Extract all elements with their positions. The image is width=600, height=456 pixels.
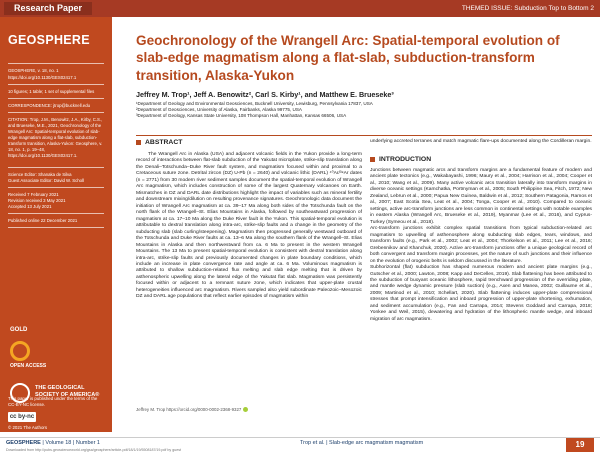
- affiliation: ³Department of Geology, Kansas State University, 108 Thompson Hall, Manhattan, Kansas 66506, USA: [136, 113, 347, 118]
- abstract-text: The Wrangell Arc in Alaska (USA) and adjacent volcanic fields in the Yukon provide a long-term record of interactions between flat-slab subduction of the Yakutat microplate, strike-slip translation along the Denali–Totschunda–Duke River fault system, and magmatism focused within and proximal to a Cretaceous suture zone. Detrital zircon (DZ) U-Pb (n = 2640) and volcanic lithic (DARL) ⁴⁰Ar/³⁹Ar dates (n = 2771) from 30 modern river sediment samples document the spatial-temporal evolution of Wrangell Arc magmatism, which includes construction of some of the largest Quaternary volcanoes on Earth. Mismatches in DZ and DARL date distributions highlight the impact of variables such as mineral fertility and downstream mixing/dilution on resulting provenance signatures. Geochronologic data document the initiation of Wrangell Arc magmatism at ca. 39–17 Ma along both sides of the Totschunda fault on the north flank of the Wrangell–St. Elias Mountains in Alaska, followed by southeastward progression of magmatism at ca. 17–10 Ma along the Duke River fault in the Yukon. This spatial-temporal evolution is attributable to dextral translation along intra-arc, strike-slip faults and a change in the geometry of the subducting slab (slab curling/steepening). Magmatism then progressed generally westward outboard of the Totschunda and Duke River faults at ca. 13–6 Ma along the southern flank of the Wrangell–St. Elias Mountains in Alaska and then northwestward from ca. 6 Ma to present in the western Wrangell Mountains. The 13 Ma to present spatial-temporal evolution is consistent with dextral translation along intra-arc, strike-slip faults and previously documented changes in plate boundary conditions, which include an increase in plate convergence rate and angle at ca. 6 Ma. Voluminous magmatism is attributed to shallow subduction-related flux melting and slab edge melting that is driven by asthenospheric upwelling along the lateral edge of the Yakutat flat slab. Magmatism was persistently focused within or adjacent to a remnant suture zone, which indicates that upper-plate crustal heterogeneities influenced arc magmatism. Rivers sampled also yield subordinate Paleozoic–Mesozoic DZ and DARL age populations that reflect earlier episodes of magmatism within: [136, 152, 362, 300]
- footer-journal: GEOSPHERE | Volume 18 | Number 1: [6, 440, 100, 446]
- volume-line: GEOSPHERE, v. 18, no. 1: [8, 68, 59, 73]
- divider: [8, 98, 104, 99]
- correspondence[interactable]: CORRESPONDENCE: jtrop@bucknell.edu: [8, 103, 90, 108]
- divider: [8, 112, 104, 113]
- gsa-name: THE GEOLOGICAL SOCIETY OF AMERICA®: [35, 385, 100, 398]
- abstract-continued: underlying accreted terranes and match magmatic flare-ups documented along the Cordilleran margin.: [370, 139, 592, 144]
- themed-issue: THEMED ISSUE: Subduction Top to Bottom 2: [461, 5, 594, 12]
- affiliation: ¹Department of Geology and Environmental Geosciences, Bucknell University, Lewisburg, Pennsylvania 17837, USA: [136, 101, 373, 106]
- open-access-label: OPEN ACCESS: [10, 363, 47, 369]
- divider: [8, 187, 104, 188]
- page-number: 19: [566, 438, 594, 452]
- divider: [8, 213, 104, 214]
- download-note: Downloaded from http://pubs.geoscienceworld.org/gsa/geosphere/article-pdf/18/1/19/5508187/19.pdf by guest: [6, 448, 182, 452]
- open-access-icon: [10, 341, 30, 361]
- published-date: Published online 22 December 2021: [8, 218, 78, 223]
- abstract-heading: ABSTRACT: [136, 139, 182, 146]
- section-marker: [370, 157, 375, 162]
- divider: [8, 63, 104, 64]
- introduction-heading: INTRODUCTION: [370, 156, 431, 163]
- sidebar: [0, 17, 112, 432]
- introduction-text: Junctions between magmatic arcs and transform margins are a fundamental feature of modern and ancient plate tectonics (e.g., Wakabayashi, 1996; Maury et al., 2004; Harrison et al., 2004; Cooper et al., 2010; Wang et al., 2009). Many active volcanic arcs transition laterally into transform margins in diverse oceanic settings (Kamchatka, Portmyman et al., 2005; South Philippine Sea, Fitch, 1972; New Zealand, Lebrun et al., 2000; Papua New Guinea, Baldwin et al., 2012; Southern Patagonia, Ramos et al., 2007; East Scotia Sea, Leat et al., 2004; Tonga, Cooper et al., 2010). Compared to oceanic settings, active arc-transform junctions are less common in continental settings with notable examples in eastern Alaska (Wrangell Arc, Brueseke et al., 2019), Myanmar (Lee et al., 2016), and Cyprus-Turkey (Symeou et al., 2018). Arc-transform junctions exhibit complex spatial transitions from typical subduction-related arc magmatism to upwelling of asthenosphere along subducting slab edges, tears, windows, and transform faults (e.g., Park et al., 2002; Leat et al., 2004; Thorkelson et al., 2011; Lee et al., 2016; Grebennikov and Khanchuk, 2020). Active arc-transform junctions offer a unique geological record of both convergent and transform margin processes, yet the nature of such junctions and their influence on the evolution of orogenic belts is seldom discussed in the literature. Subhorizontal (flat) subduction has shaped numerous modern and ancient plate margins (e.g., Gutscher et al., 2000; Lawton, 2008; Kapp and DeCelles, 2019). Slab flattening has been attributed to the subduction of buoyant oceanic lithosphere, rapid trenchward progression of the overriding plate, and mantle wedge dynamic pressure (slab suction) (e.g., Axen and Manea, 2002; Guillaume et al., 2009; Martinod et al., 2010; Schellart, 2020). Slab flattening induces upper-plate compressional stresses that prompt intensification and inboard progression of upper-plate shortening, exhumation, and sediment accumulation (e.g., Fan and Carrapa, 2014; Stevens Goddard and Carrapa, 2018; Yonkee and Weil, 2015), dewatering and hydration of the lithospheric mantle wedge, and inboard migration of arc magmatism.: [370, 168, 592, 322]
- author-list: Jeffrey M. Trop¹, Jeff A. Benowitz², Carl S. Kirby¹, and Matthew E. Brueseke³: [136, 90, 394, 99]
- journal-brand: GEOSPHERE: [8, 33, 90, 47]
- figures-line: 10 figures; 1 table; 1 set of supplemental files: [8, 89, 95, 94]
- doi-link[interactable]: https://doi.org/10.1130/GES02417.1: [8, 75, 77, 80]
- top-banner: [0, 0, 600, 17]
- divider: [8, 84, 104, 85]
- footer: [0, 437, 600, 456]
- license-note: This paper is published under the terms of the CC-BY-NC license.: [8, 396, 98, 407]
- citation: CITATION: Trop, J.M., Benowitz, J.A., Kirby, C.S., and Brueseke, M.E., 2021, Geochronology of the Wrangell Arc: Spatial-temporal evolution of slab-edge magmatism along a flat-slab, subduction-transform transition, Alaska-Yukon: Geosphere, v. 18, no. 1, p. 19–48, https://doi.org/10.1130/GES02417.1.: [8, 117, 103, 158]
- gold-label: GOLD: [10, 327, 28, 333]
- orcid-line: Jeffrey M. Trop https://orcid.org/0000-0002-2368-9327: [136, 407, 356, 412]
- divider: [8, 167, 104, 168]
- divider: [8, 227, 104, 228]
- section-label: Research Paper: [4, 2, 92, 15]
- copyright: © 2021 The Authors: [8, 425, 48, 430]
- dates: Received 7 February 2021 Revision received 3 May 2021 Accepted 13 July 2021: [8, 192, 66, 209]
- cc-license-badge[interactable]: cc by-nc: [9, 414, 35, 420]
- divider: [136, 135, 592, 136]
- running-title: Trop et al. | Slab-edge arc magmatism magmatism: [300, 440, 424, 446]
- article-title: Geochronology of the Wrangell Arc: Spatial-temporal evolution of slab-edge magmatism along a flat-slab, subduction-transform transition, Alaska-Yukon: [136, 33, 560, 83]
- affiliation: ²Department of Geosciences, University of Alaska, Fairbanks, Alaska 99775, USA: [136, 107, 302, 112]
- editors: Science Editor: Shanaka de Silva Guest Associate Editor: David W. Scholl: [8, 172, 84, 183]
- orcid-icon: [243, 407, 248, 412]
- section-marker: [136, 140, 141, 145]
